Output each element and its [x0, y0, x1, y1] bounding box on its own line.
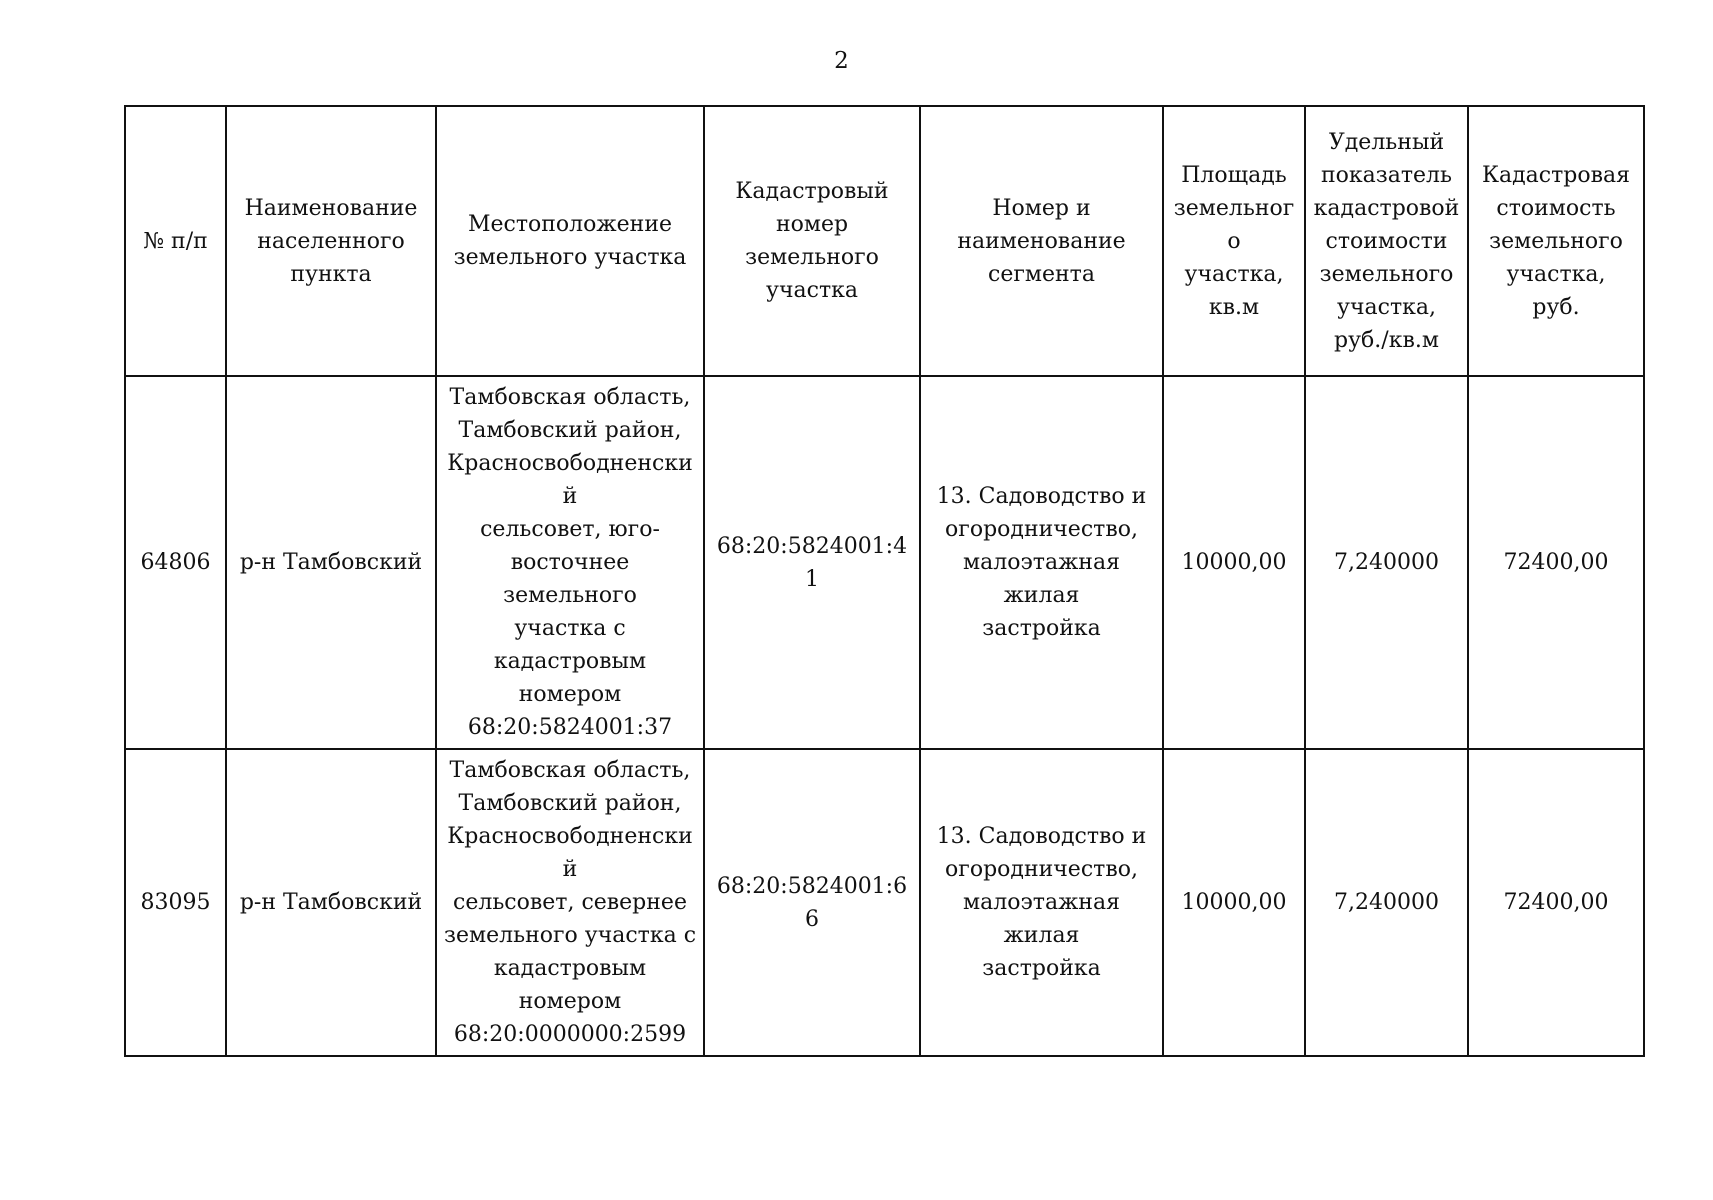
cell-settlement: р-н Тамбовский [226, 749, 436, 1056]
header-settlement: Наименование населенного пункта [226, 106, 436, 376]
cell-specific-value: 7,240000 [1305, 376, 1468, 749]
header-location: Местоположение земельного участка [436, 106, 704, 376]
cell-settlement: р-н Тамбовский [226, 376, 436, 749]
header-row [125, 106, 1644, 376]
cell-cadastral-number: 68:20:5824001:66 [704, 749, 920, 1056]
header-cadastral-number: Кадастровый номер земельного участка [704, 106, 920, 376]
cell-segment: 13. Садоводство и огородничество, малоэтажная жилая застройка [920, 749, 1163, 1056]
cell-cadastral-value: 72400,00 [1468, 376, 1644, 749]
cell-num: 83095 [125, 749, 226, 1056]
cadastral-value-table [124, 105, 1645, 1057]
header-specific-value: Удельный показатель кадастровой стоимости земельного участка, руб./кв.м [1305, 106, 1468, 376]
header-area: Площадь земельного участка, кв.м [1163, 106, 1305, 376]
cell-cadastral-number: 68:20:5824001:41 [704, 376, 920, 749]
cell-segment: 13. Садоводство и огородничество, малоэтажная жилая застройка [920, 376, 1163, 749]
cell-num: 64806 [125, 376, 226, 749]
cell-cadastral-value: 72400,00 [1468, 749, 1644, 1056]
cell-location: Тамбовская область, Тамбовский район, Красносвободненский сельсовет, севернее земельного участка с кадастровым номером 68:20:0000000:2599 [436, 749, 704, 1056]
header-segment: Номер и наименование сегмента [920, 106, 1163, 376]
table-row [125, 376, 1644, 749]
header-num: № п/п [125, 106, 226, 376]
page-number: 2 [834, 48, 849, 74]
header-cadastral-value: Кадастровая стоимость земельного участка, руб. [1468, 106, 1644, 376]
cell-area: 10000,00 [1163, 376, 1305, 749]
table-row [125, 749, 1644, 1056]
cell-location: Тамбовская область, Тамбовский район, Красносвободненский сельсовет, юго- восточнее земельного участка с кадастровым номером 68:20:5824001:37 [436, 376, 704, 749]
cell-specific-value: 7,240000 [1305, 749, 1468, 1056]
cell-area: 10000,00 [1163, 749, 1305, 1056]
